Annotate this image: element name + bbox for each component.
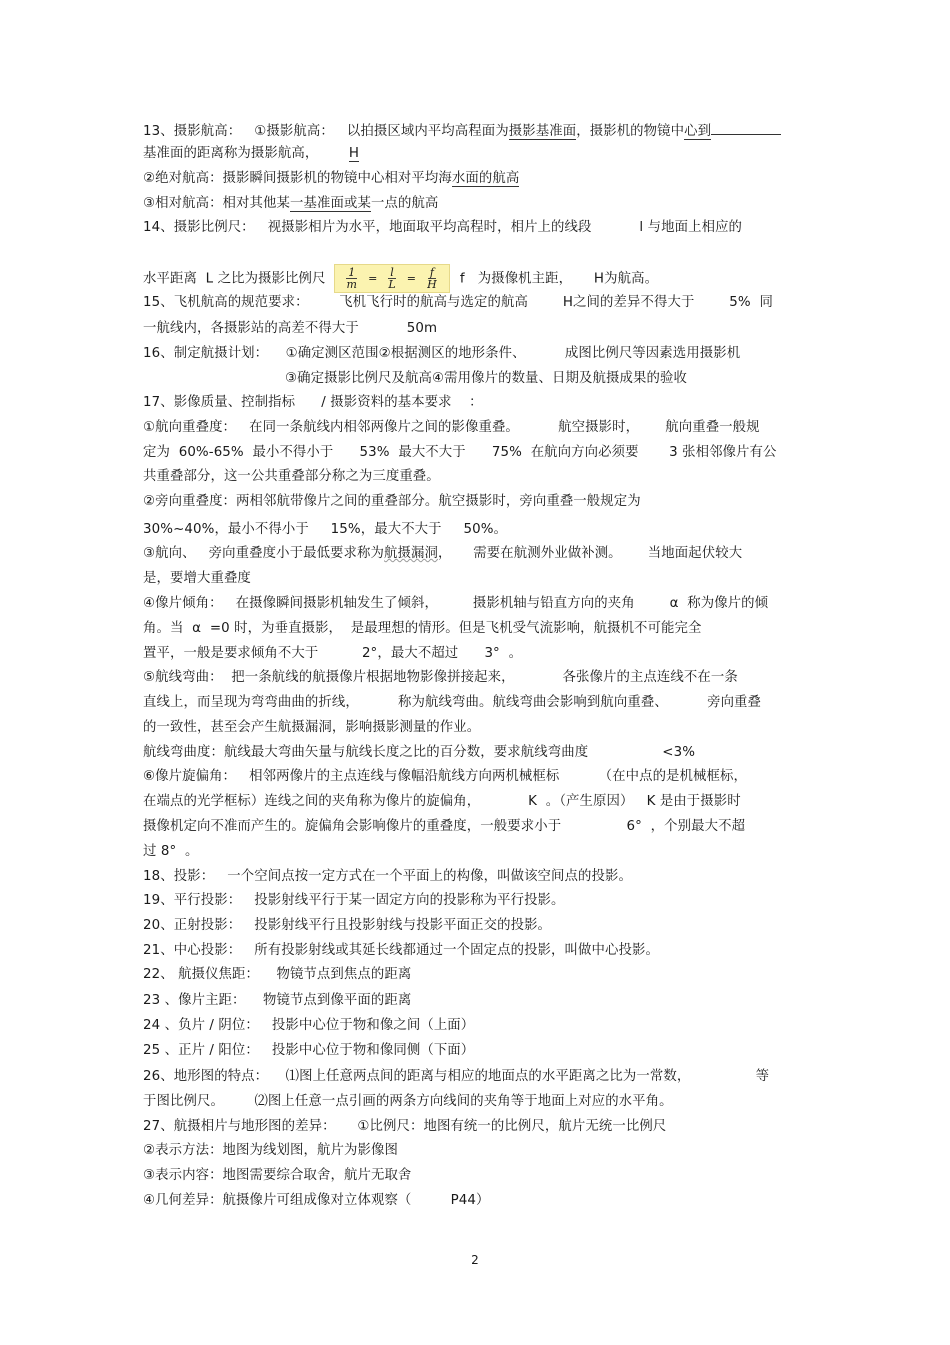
text-line-l19	[143, 892, 565, 910]
text-segment: 30%~40%，最小不得小于 15%，最大不大于 50%。	[143, 522, 508, 537]
text-segment: 22、 航摄仪焦距： 物镜节点到焦点的距离	[143, 967, 412, 982]
text-segment: 角。当 α =0 时，为垂直摄影， 是最理想的情形。但是飞机受气流影响，航摄机不可能完全	[143, 621, 702, 636]
text-line-l17n	[143, 719, 480, 737]
text-line-l17s	[143, 843, 198, 861]
text-segment: 是，要增大重叠度	[143, 571, 251, 586]
text-segment: 过 8° 。	[143, 844, 199, 859]
text-line-l13b	[143, 145, 359, 163]
text-segment: 水平距离 L 之比为摄影比例尺	[143, 271, 326, 287]
text-line-l22	[143, 966, 411, 984]
text-line-l27c	[143, 1167, 411, 1185]
fraction-1-m: $\frac{1}{m}$	[346, 266, 358, 291]
fraction-l-L: $\frac{l}{L}$	[388, 266, 396, 291]
text-segment: 摄影基准面	[508, 124, 577, 139]
text-segment: ，摄影机的物镜中	[576, 124, 685, 139]
text-line-l25	[143, 1042, 474, 1060]
text-segment: 13、摄影航高： ①摄影航高： 以拍摄区域内平均高程面为	[143, 124, 509, 139]
text-segment: 航摄漏洞	[384, 546, 438, 561]
text-line-l24	[143, 1017, 474, 1035]
text-segment: 心到	[684, 124, 712, 139]
text-line-l17c	[143, 444, 777, 462]
text-segment: 23 、像片主距： 物镜节点到像平面的距离	[143, 993, 412, 1008]
text-segment: 16、制定航摄计划： ①确定测区范围②根据测区的地形条件、 成图比例尺等因素选用摄影机	[143, 346, 741, 361]
text-segment: ③确定摄影比例尺及航高④需用像片的数量、日期及航摄成果的验收	[285, 371, 687, 386]
text-line-l17q	[143, 793, 741, 811]
text-line-l18	[143, 868, 632, 886]
text-segment: ③相对航高：相对其他某	[143, 196, 291, 211]
text-segment: 摄像机定向不准而产生的。旋偏角会影响像片的重叠度，一般要求小于 6° ，个别最大不超	[143, 819, 746, 834]
text-segment: 于图比例尺。 ⑵图上任意一点引画的两条方向线间的夹角等于地面上对应的水平角。	[143, 1094, 673, 1109]
text-segment: H	[348, 146, 360, 161]
text-line-l17h	[143, 570, 251, 588]
text-segment: 20、正射投影： 投影射线平行且投影射线与投影平面正交的投影。	[143, 918, 552, 933]
text-segment: 一点的航高	[370, 196, 439, 211]
text-segment: f 为摄像机主距， H为航高。	[459, 271, 659, 287]
text-line-l26a	[143, 1068, 769, 1086]
text-line-l17p	[143, 768, 747, 786]
text-line-l14b	[143, 264, 658, 293]
text-segment: 共重叠部分，这一公共重叠部分称之为三度重叠。	[143, 469, 440, 484]
text-segment: ③表示内容：地图需要综合取舍，航片无取舍	[143, 1168, 412, 1183]
text-segment: 27、航摄相片与地形图的差异： ①比例尺：地图有统一的比例尺，航片无统一比例尺	[143, 1119, 667, 1134]
text-segment: ④像片倾角： 在摄像瞬间摄影机轴发生了倾斜， 摄影机轴与铅直方向的夹角 α 称为像片的倾	[143, 596, 769, 611]
text-segment: 一基准面或某	[290, 196, 371, 211]
text-segment: 21、中心投影： 所有投影射线或其延长线都通过一个固定点的投影，叫做中心投影。	[143, 943, 659, 958]
text-line-l17d	[143, 468, 440, 486]
text-line-l13a	[143, 121, 781, 141]
text-segment: 24 、负片 / 阴位： 投影中心位于物和像之间（上面）	[143, 1018, 475, 1033]
text-line-l17m	[143, 694, 761, 712]
text-segment: ⑥像片旋偏角： 相邻两像片的主点连线与像幅沿航线方向两机械框标 （在中点的是机械框标，	[143, 769, 748, 784]
text-segment: 15、飞机航高的规范要求： 飞机飞行时的航高与选定的航高 H之间的差异不得大于 5% 同	[143, 295, 773, 310]
text-line-l17a	[143, 394, 483, 412]
text-segment: ②表示方法：地图为线划图，航片为影像图	[143, 1143, 398, 1158]
text-line-l13d	[143, 195, 438, 213]
text-segment: ④几何差异：航摄像片可组成像对立体观察（ P44）	[143, 1193, 490, 1208]
text-segment: 19、平行投影： 投影射线平行于某一固定方向的投影称为平行投影。	[143, 893, 565, 908]
text-line-l17f	[143, 521, 507, 539]
text-line-l17i	[143, 595, 768, 613]
text-line-l17b	[143, 419, 760, 437]
text-line-l14a	[143, 219, 742, 237]
text-segment: ③航向、 旁向重叠度小于最低要求称为	[143, 546, 385, 561]
text-line-l23	[143, 992, 411, 1010]
text-line-l20	[143, 917, 551, 935]
fraction-f-H: $\frac{f}{H}$	[427, 266, 437, 291]
text-line-l16b	[285, 370, 687, 388]
text-line-l17e	[143, 493, 641, 511]
text-segment: 25 、正片 / 阳位： 投影中心位于物和像同侧（下面）	[143, 1043, 475, 1058]
text-line-l17k	[143, 645, 522, 663]
text-line-l15a	[143, 294, 773, 312]
underline-blank	[711, 121, 781, 135]
text-line-l15b	[143, 320, 437, 338]
text-line-l27b	[143, 1142, 398, 1160]
text-segment: ⑤航线弯曲： 把一条航线的航摄像片根据地物影像拼接起来， 各张像片的主点连线不在一条	[143, 670, 738, 685]
scale-formula-image: $\frac{1}{m}$ = $\frac{l}{L}$ = $\frac{f}{H}$	[334, 264, 450, 293]
text-line-l27d	[143, 1192, 490, 1210]
text-line-l13c	[143, 170, 519, 188]
text-segment: 17、影像质量、控制指标 / 摄影资料的基本要求 ：	[143, 395, 483, 410]
text-segment: 的一致性，甚至会产生航摄漏洞，影响摄影测量的作业。	[143, 720, 481, 735]
text-segment: ②绝对航高：摄影瞬间摄影机的物镜中心相对平均海	[143, 171, 452, 186]
text-segment: 14、摄影比例尺： 视摄影相片为水平，地面取平均高程时，相片上的线段 l 与地面上相应的	[143, 220, 743, 235]
text-line-l17j	[143, 620, 702, 638]
text-segment: 航线弯曲度：航线最大弯曲矢量与航线长度之比的百分数，要求航线弯曲度 <3%	[143, 745, 696, 760]
text-line-l17r	[143, 818, 745, 836]
text-line-l17g	[143, 545, 742, 563]
text-segment: 在端点的光学框标）连线之间的夹角称为像片的旋偏角， K 。（产生原因） K 是由于摄影时	[143, 794, 741, 809]
text-line-l21	[143, 942, 659, 960]
text-line-l16a	[143, 345, 740, 363]
text-line-l17o	[143, 744, 695, 762]
page-number: 2	[471, 1253, 479, 1267]
text-segment: ， 需要在航测外业做补测。 当地面起伏较大	[438, 546, 743, 561]
text-segment: 置平，一般是要求倾角不大于 2°，最大不超过 3° 。	[143, 646, 523, 661]
text-line-l17l	[143, 669, 738, 687]
text-segment: 定为 60%-65% 最小不得小于 53% 最大不大于 75% 在航向方向必须要 3 张相邻像片有公	[143, 445, 777, 460]
text-segment: 18、投影： 一个空间点按一定方式在一个平面上的构像，叫做该空间点的投影。	[143, 869, 632, 884]
text-segment: ①航向重叠度： 在同一条航线内相邻两像片之间的影像重叠。 航空摄影时， 航向重叠一般规	[143, 420, 760, 435]
text-line-l26b	[143, 1093, 673, 1111]
text-segment: 水面的航高	[451, 171, 520, 186]
text-segment: ②旁向重叠度：两相邻航带像片之间的重叠部分。航空摄影时，旁向重叠一般规定为	[143, 494, 641, 509]
text-segment: 一航线内，各摄影站的高差不得大于 50m	[143, 321, 438, 336]
text-line-l27a	[143, 1118, 666, 1136]
text-segment: 基准面的距离称为摄影航高，	[143, 146, 349, 161]
text-segment: 26、地形图的特点： ⑴图上任意两点间的距离与相应的地面点的水平距离之比为一常数， 等	[143, 1069, 770, 1084]
text-segment: 直线上，而呈现为弯弯曲曲的折线， 称为航线弯曲。航线弯曲会影响到航向重叠、 旁向重叠	[143, 695, 762, 710]
